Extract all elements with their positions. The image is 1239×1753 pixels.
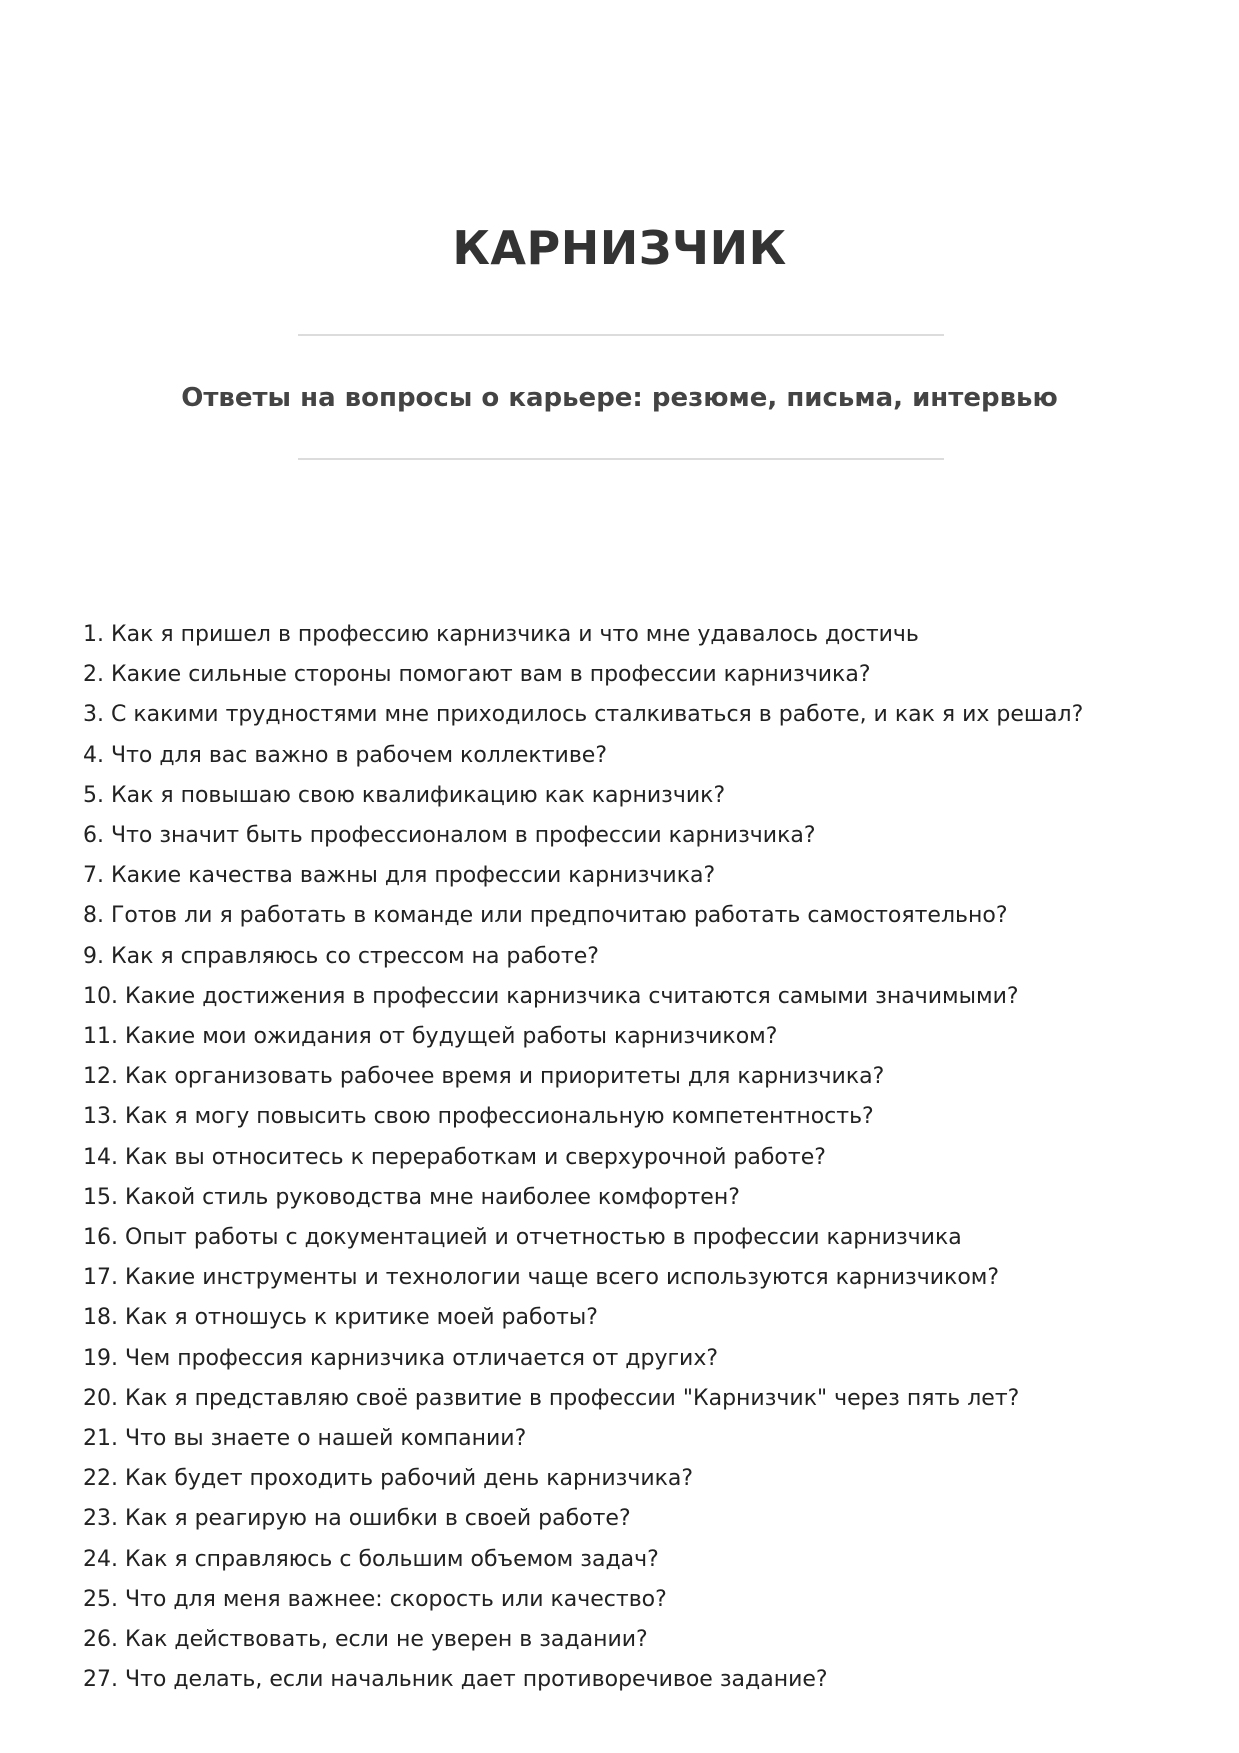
divider-top bbox=[298, 334, 944, 336]
question-item: 27. Что делать, если начальник дает противоречивое задание? bbox=[83, 1667, 828, 1693]
question-item: 15. Какой стиль руководства мне наиболее комфортен? bbox=[83, 1184, 740, 1210]
question-item: 24. Как я справляюсь с большим объемом задач? bbox=[83, 1546, 659, 1572]
question-item: 10. Какие достижения в профессии карнизчика считаются самыми значимыми? bbox=[83, 983, 1019, 1009]
question-item: 26. Как действовать, если не уверен в задании? bbox=[83, 1627, 648, 1653]
question-item: 17. Какие инструменты и технологии чаще всего используются карнизчиком? bbox=[83, 1265, 1000, 1291]
question-item: 5. Как я повышаю свою квалификацию как карнизчик? bbox=[83, 782, 726, 808]
question-item: 22. Как будет проходить рабочий день карнизчика? bbox=[83, 1466, 694, 1492]
question-item: 20. Как я представляю своё развитие в профессии "Карнизчик" через пять лет? bbox=[83, 1385, 1020, 1411]
question-item: 8. Готов ли я работать в команде или предпочитаю работать самостоятельно? bbox=[83, 903, 1008, 929]
question-item: 7. Какие качества важны для профессии карнизчика? bbox=[83, 863, 716, 889]
question-item: 13. Как я могу повысить свою профессиональную компетентность? bbox=[83, 1104, 874, 1130]
divider-bottom bbox=[298, 458, 944, 460]
question-item: 12. Как организовать рабочее время и приоритеты для карнизчика? bbox=[83, 1064, 885, 1090]
question-list bbox=[83, 615, 1083, 1700]
question-item: 14. Как вы относитесь к переработкам и сверхурочной работе? bbox=[83, 1144, 826, 1170]
question-item: 19. Чем профессия карнизчика отличается от других? bbox=[83, 1345, 719, 1371]
question-item: 4. Что для вас важно в рабочем коллективе? bbox=[83, 742, 608, 768]
page-title: КАРНИЗЧИК bbox=[452, 220, 787, 275]
question-item: 23. Как я реагирую на ошибки в своей работе? bbox=[83, 1506, 631, 1532]
question-item: 9. Как я справляюсь со стрессом на работе? bbox=[83, 943, 599, 969]
question-item: 21. Что вы знаете о нашей компании? bbox=[83, 1426, 527, 1452]
question-item: 16. Опыт работы с документацией и отчетностью в профессии карнизчика bbox=[83, 1225, 962, 1251]
question-item: 18. Как я отношусь к критике моей работы? bbox=[83, 1305, 598, 1331]
question-item: 6. Что значит быть профессионалом в профессии карнизчика? bbox=[83, 823, 816, 849]
question-item: 2. Какие сильные стороны помогают вам в профессии карнизчика? bbox=[83, 662, 871, 688]
question-item: 11. Какие мои ожидания от будущей работы карнизчиком? bbox=[83, 1024, 778, 1050]
subtitle: Ответы на вопросы о карьере: резюме, письма, интервью bbox=[181, 383, 1058, 413]
question-item: 25. Что для меня важнее: скорость или качество? bbox=[83, 1586, 667, 1612]
question-item: 3. С какими трудностями мне приходилось сталкиваться в работе, и как я их решал? bbox=[83, 702, 1084, 728]
question-item: 1. Как я пришел в профессию карнизчика и что мне удавалось достичь bbox=[83, 622, 919, 647]
